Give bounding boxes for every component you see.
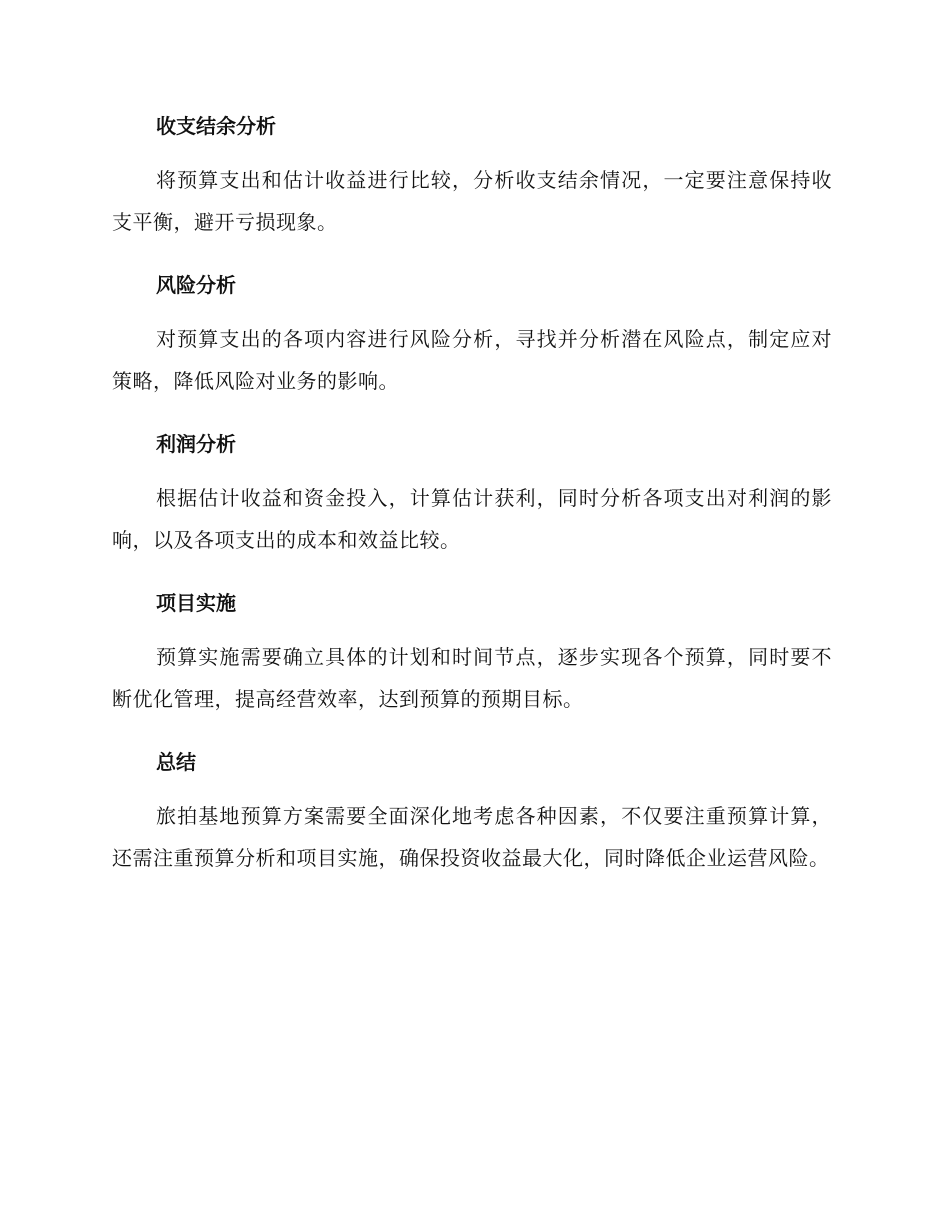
section-body: 将预算支出和估计收益进行比较，分析收支结余情况，一定要注意保持收支平衡，避开亏损现象。 (112, 168, 832, 234)
section-income-balance (112, 104, 832, 243)
section-body: 预算实施需要确立具体的计划和时间节点，逐步实现各个预算，同时要不断优化管理，提高经营效率，达到预算的预期目标。 (112, 645, 832, 711)
section-heading: 利润分析 (156, 432, 236, 456)
section-body: 根据估计收益和资金投入，计算估计获利，同时分析各项支出对利润的影响，以及各项支出的成本和效益比较。 (112, 486, 832, 552)
section-heading: 总结 (156, 750, 196, 774)
section-project-implementation (112, 581, 832, 720)
section-heading: 风险分析 (156, 273, 236, 297)
section-summary (112, 740, 832, 879)
document-content (112, 104, 832, 899)
section-heading: 收支结余分析 (156, 114, 276, 138)
section-body: 对预算支出的各项内容进行风险分析，寻找并分析潜在风险点，制定应对策略，降低风险对业务的影响。 (112, 327, 832, 393)
section-heading: 项目实施 (156, 591, 236, 615)
section-body: 旅拍基地预算方案需要全面深化地考虑各种因素，不仅要注重预算计算，还需注重预算分析和项目实施，确保投资收益最大化，同时降低企业运营风险。 (112, 804, 832, 870)
section-profit-analysis (112, 422, 832, 561)
section-risk-analysis (112, 263, 832, 402)
